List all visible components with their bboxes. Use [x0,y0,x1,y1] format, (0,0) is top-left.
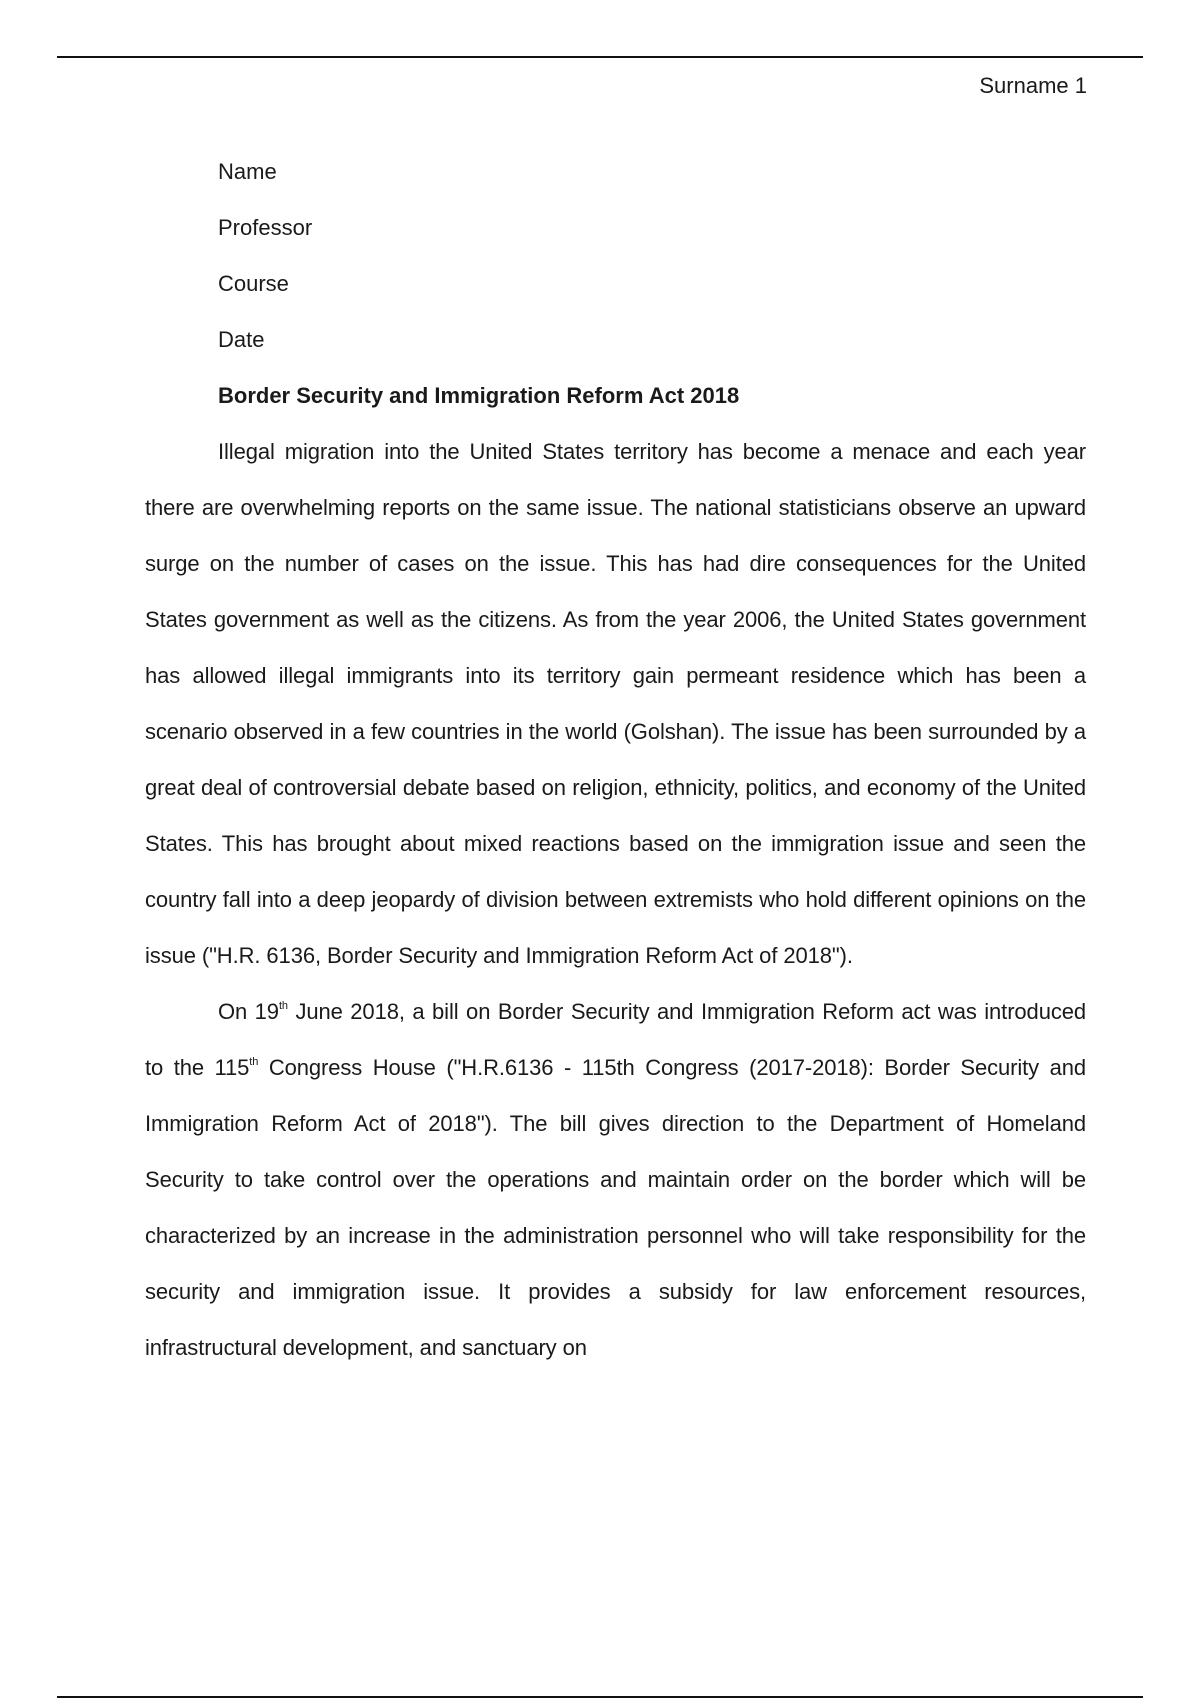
page-bottom-rule [57,1696,1143,1698]
mla-heading [218,144,1088,424]
date: Date [218,327,265,352]
ordinal-superscript-2: th [249,1056,259,1068]
paragraph-2-text-2: June 2018, a bill on Border Security and Immigration Reform act was introduced to the 115 [145,999,1086,1080]
running-head: Surname 1 [979,73,1087,98]
student-name: Name [218,159,277,184]
body-paragraph-1: Illegal migration into the United States territory has become a menace and each year there are overwhelming reports on the same issue. The national statisticians observe an upward surge on the number of cases on the issue. This has had dire consequences for the United States government as well as the citizens. As from the year 2006, the United States government has allowed illegal immigrants into its territory gain permeant residence which has been a scenario observed in a few countries in the world (Golshan). The issue has been surrounded by a great deal of controversial debate based on religion, ethnicity, politics, and economy of the United States. This has brought about mixed reactions based on the immigration issue and seen the country fall into a deep jeopardy of division between extremists who hold different opinions on the issue ("H.R. 6136, Border Security and Immigration Reform Act of 2018"). [145,439,1086,968]
paragraph-2-text-3: Congress House ("H.R.6136 - 115th Congress (2017-2018): Border Security and Immigration Reform Act of 2018"). The bill gives direction to the Department of Homeland Security to take control over the operations and maintain order on the border which will be characterized by an increase in the administration personnel who will take responsibility for the security and immigration issue. It provides a subsidy for law enforcement resources, infrastructural development, and sanctuary on [145,1055,1087,1360]
course-name: Course [218,271,289,296]
professor-name: Professor [218,215,313,240]
page-top-rule [57,56,1143,58]
document-body [145,424,1086,1376]
paragraph-2-text-1: On 19 [218,999,279,1024]
document-title: Border Security and Immigration Reform Act 2018 [218,383,740,408]
ordinal-superscript-1: th [278,1000,288,1012]
body-paragraph-2 [145,984,1086,1376]
